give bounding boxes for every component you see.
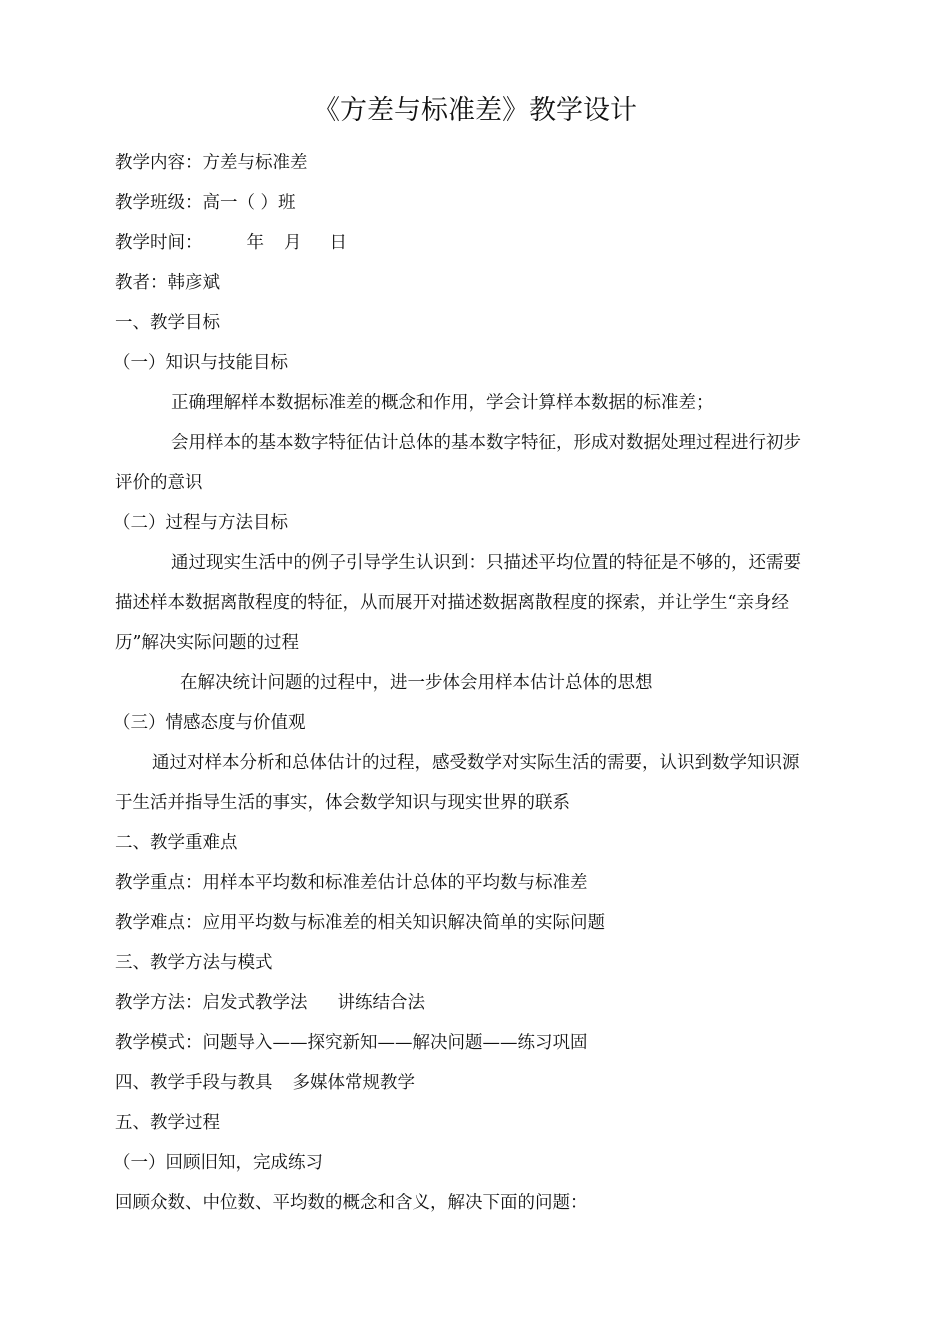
- paragraph-continuation: 于生活并指导生活的事实，体会数学知识与现实世界的联系: [115, 793, 570, 813]
- document-title: 《方差与标准差》教学设计: [313, 95, 637, 126]
- paragraph: 正确理解样本数据标准差的概念和作用，学会计算样本数据的标准差；: [171, 393, 714, 413]
- teaching-method-extra: 讲练结合法: [337, 993, 425, 1013]
- section-heading: 一、教学目标: [115, 313, 220, 333]
- teaching-time-year: 年: [246, 233, 264, 253]
- teaching-time-month: 月: [284, 233, 302, 253]
- teaching-time: [115, 230, 347, 256]
- paragraph: 通过对样本分析和总体估计的过程，感受数学对实际生活的需要，认识到数学知识源: [152, 753, 800, 773]
- paragraph-continuation: 描述样本数据离散程度的特征，从而展开对描述数据离散程度的探索，并让学生“亲身经: [115, 593, 789, 613]
- teaching-difficulty: 教学难点：应用平均数与标准差的相关知识解决简单的实际问题: [115, 913, 605, 933]
- paragraph: 通过现实生活中的例子引导学生认识到：只描述平均位置的特征是不够的，还需要: [171, 553, 801, 573]
- teaching-class: 教学班级：高一（ ）班: [115, 193, 296, 213]
- subsection-heading: （二）过程与方法目标: [113, 513, 288, 533]
- teaching-content: 教学内容：方差与标准差: [115, 153, 308, 173]
- subsection-heading: （三）情感态度与价值观: [113, 713, 306, 733]
- subsection-heading: （一）知识与技能目标: [113, 353, 288, 373]
- section-heading: 二、教学重难点: [115, 833, 238, 853]
- teaching-method-label: 教学方法：启发式教学法: [115, 993, 308, 1013]
- paragraph: 回顾众数、中位数、平均数的概念和含义，解决下面的问题：: [115, 1193, 588, 1213]
- paragraph-continuation: 评价的意识: [115, 473, 203, 493]
- teaching-method: [115, 990, 425, 1016]
- subsection-heading: （一）回顾旧知，完成练习: [113, 1153, 323, 1173]
- teaching-time-label: 教学时间：: [115, 233, 203, 253]
- paragraph-continuation: 历”解决实际问题的过程: [115, 633, 299, 653]
- teaching-time-day: 日: [329, 233, 347, 253]
- teaching-tools: 多媒体常规教学: [292, 1073, 415, 1093]
- section-heading: [115, 1070, 415, 1096]
- section-heading: 三、教学方法与模式: [115, 953, 273, 973]
- teaching-mode: 教学模式：问题导入——探究新知——解决问题——练习巩固: [115, 1033, 588, 1053]
- paragraph: 在解决统计问题的过程中，进一步体会用样本估计总体的思想: [180, 673, 653, 693]
- teacher-name: 教者：韩彦斌: [115, 273, 220, 293]
- section-heading-text: 四、教学手段与教具: [115, 1073, 273, 1093]
- teaching-key-point: 教学重点：用样本平均数和标准差估计总体的平均数与标准差: [115, 873, 588, 893]
- paragraph: 会用样本的基本数字特征估计总体的基本数字特征，形成对数据处理过程进行初步: [171, 433, 801, 453]
- section-heading: 五、教学过程: [115, 1113, 220, 1133]
